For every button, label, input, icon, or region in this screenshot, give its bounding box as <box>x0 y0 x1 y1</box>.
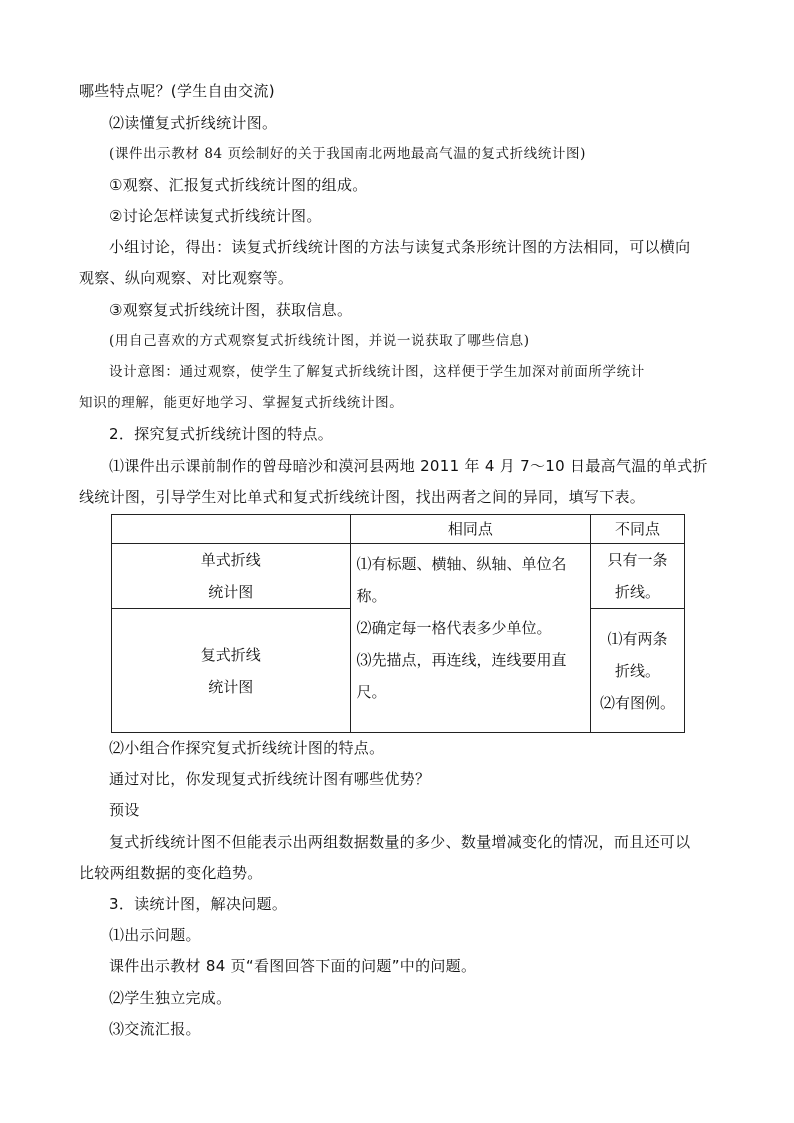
text-line: 预设 <box>109 801 140 819</box>
row-label-multi <box>112 609 351 733</box>
text-line: 课件出示教材 84 页“看图回答下面的问题”中的问题。 <box>109 957 477 975</box>
row-label-line: 统计图 <box>208 677 254 696</box>
text-line: 复式折线统计图不但能表示出两组数据数量的多少、数量增减变化的情况，而且还可以 <box>109 833 691 851</box>
note-line: (用自己喜欢的方式观察复式折线统计图，并说一说获取了哪些信息) <box>109 333 530 349</box>
table-corner-cell <box>112 515 351 544</box>
row-label-line: 复式折线 <box>200 645 261 664</box>
text-line: ⑵读懂复式折线统计图。 <box>109 114 278 132</box>
note-line: (课件出示教材 84 页绘制好的关于我国南北两地最高气温的复式折线统计图) <box>109 146 586 162</box>
diff-line: 折线。 <box>615 583 661 601</box>
diff-single-cell <box>591 544 685 609</box>
text-line: ⑴课件出示课前制作的曾母暗沙和漠河县两地 2011 年 4 月 7～10 日最高气温的单式折 <box>109 457 708 475</box>
text-line: 通过对比，你发现复式折线统计图有哪些优势？ <box>109 770 431 788</box>
text-line: ①观察、汇报复式折线统计图的组成。 <box>109 176 368 194</box>
diff-multi-cell <box>591 609 685 733</box>
same-point: ⑴有标题、横轴、纵轴、单位名 <box>356 555 567 573</box>
row-label-line: 单式折线 <box>200 551 261 569</box>
diff-line: ⑴有两条 <box>607 629 668 648</box>
diff-line: 只有一条 <box>607 551 668 569</box>
section-heading: 3．读统计图，解决问题。 <box>109 895 288 913</box>
text-line: 线统计图，引导学生对比单式和复式折线统计图，找出两者之间的异同，填写下表。 <box>79 488 646 506</box>
text-line: ⑵学生独立完成。 <box>109 989 232 1007</box>
comparison-table <box>111 514 685 733</box>
same-point: ⑶先描点，再连线，连线要用直 <box>356 651 567 669</box>
text-line: ⑵小组合作探究复式折线统计图的特点。 <box>109 739 385 757</box>
row-label-line: 统计图 <box>208 583 254 601</box>
text-line: ③观察复式折线统计图，获取信息。 <box>109 301 353 319</box>
text-line: 哪些特点呢？(学生自由交流) <box>79 82 275 100</box>
same-points-cell <box>350 544 591 733</box>
diff-line: ⑵有图例。 <box>600 693 676 712</box>
text-line: 比较两组数据的变化趋势。 <box>79 864 263 882</box>
same-point: 称。 <box>356 587 387 605</box>
header-diff: 不同点 <box>591 515 685 544</box>
text-line: 观察、纵向观察、对比观察等。 <box>79 269 294 287</box>
same-point: 尺。 <box>356 683 387 701</box>
diff-line: 折线。 <box>615 661 661 680</box>
design-intent: 设计意图：通过观察，使学生了解复式折线统计图，这样便于学生加深对前面所学统计 <box>109 364 645 380</box>
text-line: ⑶交流汇报。 <box>109 1020 201 1038</box>
design-intent: 知识的理解，能更好地学习、掌握复式折线统计图。 <box>79 395 404 411</box>
text-line: 小组讨论，得出：读复式折线统计图的方法与读复式条形统计图的方法相同，可以横向 <box>109 238 691 256</box>
same-point: ⑵确定每一格代表多少单位。 <box>356 619 552 637</box>
section-heading: 2．探究复式折线统计图的特点。 <box>109 425 334 443</box>
header-same: 相同点 <box>350 515 591 544</box>
text-line: ②讨论怎样读复式折线统计图。 <box>109 207 322 225</box>
text-line: ⑴出示问题。 <box>109 926 201 944</box>
row-label-single <box>112 544 351 609</box>
